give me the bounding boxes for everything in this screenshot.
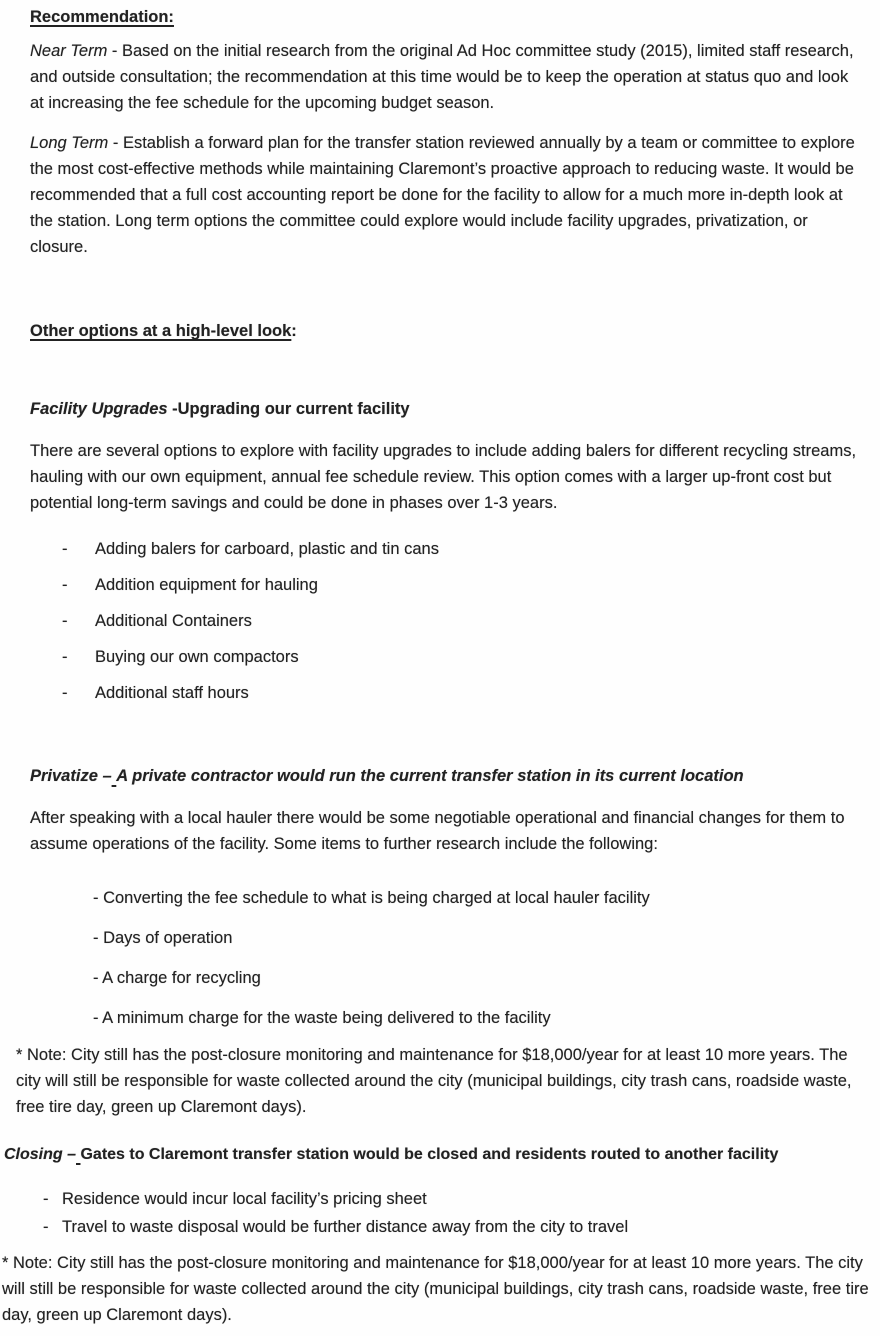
long-term-label: Long Term [30,134,109,152]
dash-bullet: - [62,612,68,630]
list-item [62,536,865,562]
other-options-heading-text: Other options at a high-level look [30,322,292,340]
closing-label: Closing – [4,1146,77,1163]
dash-bullet: - [43,1218,49,1236]
facility-upgrades-intro: There are several options to explore with facility upgrades to include adding balers for different recycling streams, hauling with our own equipment, annual fee schedule review. This option comes with a larger up-front cost but potential long-term savings and could be done in phases over 1-3 years. [30,442,857,512]
closing-note: * Note: City still has the post-closure monitoring and maintenance for $18,000/year for at least 10 more years. The city will still be responsible for waste collected around the city (municipal buildings, city trash cans, roadside waste, free tire day, green up Claremont days). [2,1254,869,1324]
near-term-paragraph [30,38,865,116]
list-item: - Converting the fee schedule to what is being charged at local hauler facility [93,889,650,907]
privatize-label: Privatize – [30,767,112,785]
long-term-paragraph [30,130,865,260]
dash-bullet: - [62,576,68,594]
list-item-text: Buying our own compactors [95,648,299,666]
privatize-note: * Note: City still has the post-closure monitoring and maintenance for $18,000/year for at least 10 more years. The city will still be responsible for waste collected around the city (municipal buildings, city trash cans, roadside waste, free tire day, green up Claremont days). [16,1046,852,1116]
privatize-heading [30,763,865,789]
near-term-label: Near Term [30,42,108,60]
recommendation-heading [30,4,865,30]
list-item: - A minimum charge for the waste being delivered to the facility [93,1009,551,1027]
recommendation-heading-text: Recommendation: [30,8,174,26]
dash-bullet: - [43,1190,49,1208]
list-item-text: Residence would incur local facility’s pricing sheet [62,1190,427,1208]
list-item [62,572,865,598]
closing-subtitle: Gates to Claremont transfer station would be closed and residents routed to another facility [80,1146,779,1163]
list-item [43,1186,865,1212]
privatize-subtitle: A private contractor would run the current transfer station in its current location [116,767,744,785]
dash-bullet: - [62,648,68,666]
facility-upgrades-heading [30,396,865,422]
list-item [43,1214,865,1240]
closing-list [30,1186,865,1240]
closing-heading [4,1142,877,1168]
privatize-intro: After speaking with a local hauler there would be some negotiable operational and financial changes for them to assume operations of the facility. Some items to further research include the following: [30,809,845,853]
facility-upgrades-list [30,536,865,706]
list-item: - A charge for recycling [93,969,261,987]
privatize-list [30,885,865,1031]
list-item-text: Travel to waste disposal would be further distance away from the city to travel [62,1218,629,1236]
list-item-text: Additional Containers [95,612,252,630]
list-item: - Days of operation [93,929,233,947]
facility-upgrades-subtitle: -Upgrading our current facility [167,400,410,418]
dash-bullet: - [62,684,68,702]
list-item-text: Additional staff hours [95,684,249,702]
near-term-text: - Based on the initial research from the original Ad Hoc committee study (2015), limited staff research, and outside consultation; the recommendation at this time would be to keep the operation at status quo and look at increasing the fee schedule for the upcoming budget season. [30,42,854,112]
dash-bullet: - [62,540,68,558]
long-term-text: - Establish a forward plan for the transfer station reviewed annually by a team or committee to explore the most cost-effective methods while maintaining Claremont’s proactive approach to reducing waste. It would be recommended that a full cost accounting report be done for the facility to allow for a much more in-depth look at the station. Long term options the committee could explore would include facility upgrades, privatization, or closure. [30,134,855,256]
list-item-text: Addition equipment for hauling [95,576,318,594]
list-item [62,608,865,634]
other-options-heading [30,318,865,344]
list-item-text: Adding balers for carboard, plastic and tin cans [95,540,439,558]
other-options-heading-colon: : [291,322,297,340]
list-item [62,680,865,706]
list-item [62,644,865,670]
facility-upgrades-label: Facility Upgrades [30,400,168,418]
